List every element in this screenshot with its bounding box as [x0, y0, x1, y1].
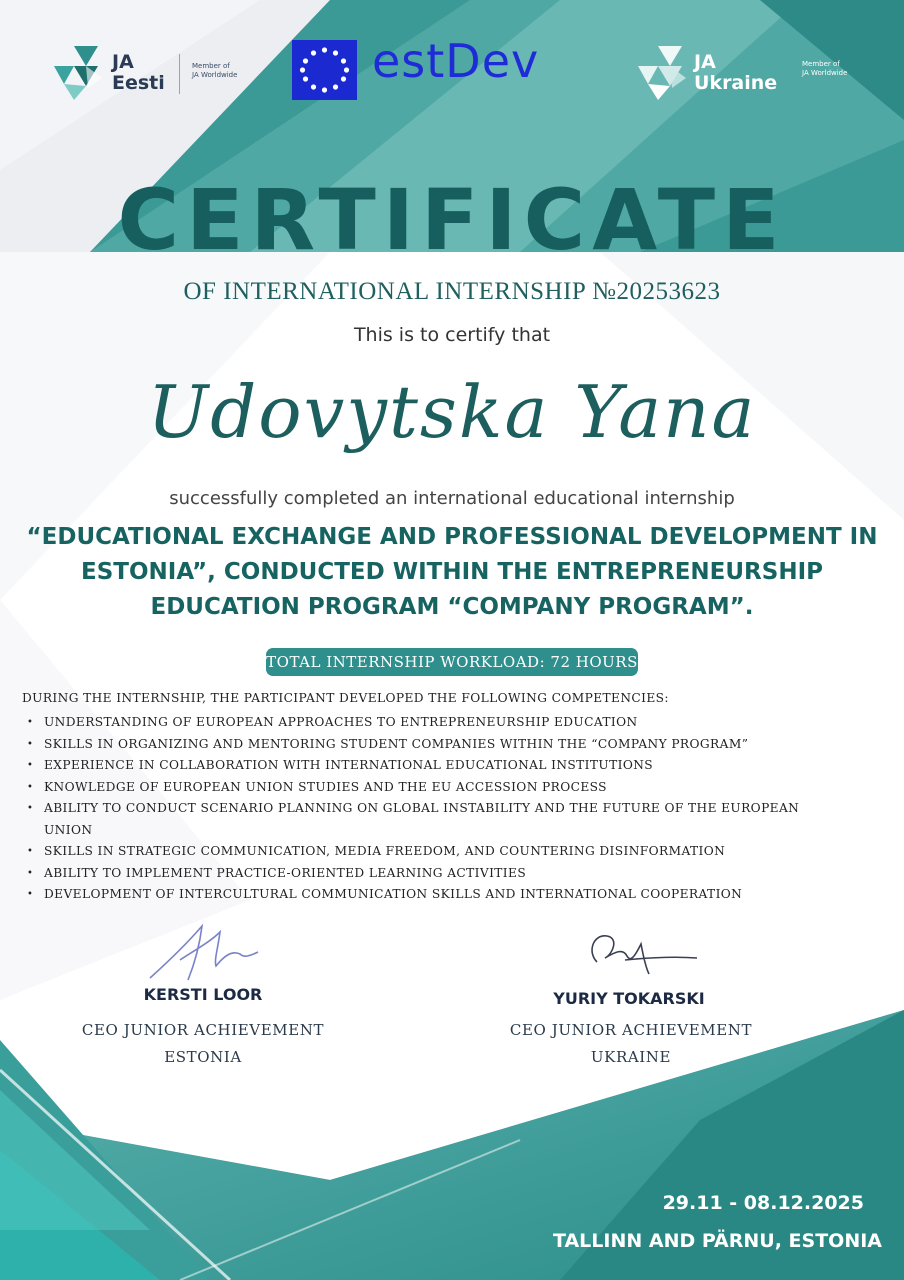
signer-2-role-line1: CEO JUNIOR ACHIEVEMENT — [509, 1021, 753, 1039]
program-line-1: “EDUCATIONAL EXCHANGE AND PROFESSIONAL DEVELOPMENT IN — [26, 524, 878, 550]
certificate-subtitle: OF INTERNATIONAL INTERNSHIP №20253623 — [183, 278, 721, 305]
estdev-logo: estDev — [372, 34, 540, 88]
certify-text: This is to certify that — [353, 324, 551, 346]
list-item: • KNOWLEDGE OF EUROPEAN UNION STUDIES AND THE EU ACCESSION PROCESS — [22, 777, 882, 799]
workload-badge: TOTAL INTERNSHIP WORKLOAD: 72 HOURS — [266, 648, 638, 676]
signer-1-name: KERSTI LOOR — [143, 985, 263, 1004]
competencies-list — [22, 712, 882, 906]
internship-dates: 29.11 - 08.12.2025 — [662, 1192, 864, 1214]
ja-eesti-line2: Eesti — [112, 72, 165, 94]
list-item: • ABILITY TO IMPLEMENT PRACTICE-ORIENTED LEARNING ACTIVITIES — [22, 863, 882, 885]
member-line1: Member of — [192, 62, 230, 70]
list-item: • EXPERIENCE IN COLLABORATION WITH INTERNATIONAL EDUCATIONAL INSTITUTIONS — [22, 755, 882, 777]
program-title — [20, 520, 884, 625]
competencies-heading: DURING THE INTERNSHIP, THE PARTICIPANT DEVELOPED THE FOLLOWING COMPETENCIES: — [22, 691, 669, 705]
ja-eesti-member — [192, 62, 237, 80]
signature-yuriy-tokarski — [585, 922, 700, 980]
signer-1-role — [43, 1017, 363, 1071]
ja-ukraine-logo-icon — [632, 44, 686, 102]
ja-ukraine-line2: Ukraine — [694, 72, 778, 94]
signer-1-role-line1: CEO JUNIOR ACHIEVEMENT — [81, 1021, 325, 1039]
ja-ukraine-line1: JA — [694, 51, 716, 73]
signer-1-role-line2: ESTONIA — [164, 1048, 242, 1066]
signature-kersti-loor — [140, 920, 270, 984]
list-item: • ABILITY TO CONDUCT SCENARIO PLANNING ON GLOBAL INSTABILITY AND THE FUTURE OF THE EUROPEAN UNION — [22, 798, 834, 841]
program-line-2: ESTONIA”, CONDUCTED WITHIN THE ENTREPRENEURSHIP — [81, 559, 823, 585]
signer-2-role-line2: UKRAINE — [590, 1048, 672, 1066]
member-line2: JA Worldwide — [192, 71, 238, 79]
recipient-name: Udovytska Yana — [147, 370, 757, 454]
ja-ukraine-label — [694, 52, 777, 94]
list-item: • DEVELOPMENT OF INTERCULTURAL COMMUNICATION SKILLS AND INTERNATIONAL COOPERATION — [22, 884, 882, 906]
completed-text: successfully completed an international educational internship — [169, 488, 735, 509]
ja-eesti-label — [112, 52, 165, 94]
ja-eesti-logo-icon — [48, 44, 102, 102]
eu-flag-icon — [292, 40, 357, 100]
certificate-title: CERTIFICATE — [117, 171, 787, 269]
list-item: • SKILLS IN STRATEGIC COMMUNICATION, MEDIA FREEDOM, AND COUNTERING DISINFORMATION — [22, 841, 882, 863]
member-line1: Member of — [802, 60, 840, 68]
signer-2-name: YURIY TOKARSKI — [553, 989, 705, 1008]
signer-2-role — [471, 1017, 791, 1071]
ja-eesti-line1: JA — [112, 51, 134, 73]
internship-location: TALLINN AND PÄRNU, ESTONIA — [552, 1230, 882, 1252]
list-item: • SKILLS IN ORGANIZING AND MENTORING STUDENT COMPANIES WITHIN THE “COMPANY PROGRAM” — [22, 734, 882, 756]
member-line2: JA Worldwide — [802, 69, 848, 77]
logo-divider — [179, 54, 180, 94]
ja-ukraine-member — [802, 60, 847, 78]
program-line-3: EDUCATION PROGRAM “COMPANY PROGRAM”. — [150, 594, 754, 620]
list-item: • UNDERSTANDING OF EUROPEAN APPROACHES TO ENTREPRENEURSHIP EDUCATION — [22, 712, 882, 734]
